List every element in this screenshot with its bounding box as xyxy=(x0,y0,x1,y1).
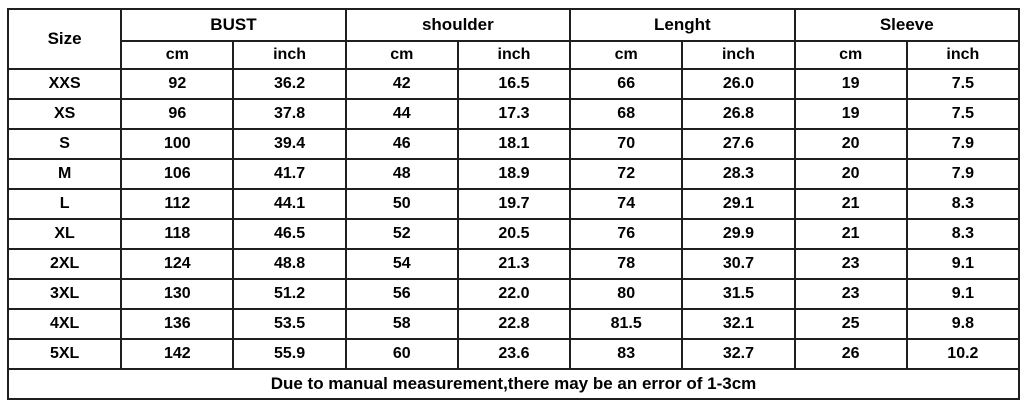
measurement-value-cell: 20 xyxy=(795,159,907,189)
measurement-value-cell: 9.1 xyxy=(907,279,1019,309)
measurement-value-cell: 42 xyxy=(346,69,458,99)
measurement-value-cell: 7.9 xyxy=(907,129,1019,159)
measurement-value-cell: 23 xyxy=(795,249,907,279)
table-row xyxy=(8,309,1019,339)
size-label-cell: 3XL xyxy=(8,279,121,309)
measurement-value-cell: 52 xyxy=(346,219,458,249)
size-label-cell: XXS xyxy=(8,69,121,99)
measurement-value-cell: 21.3 xyxy=(458,249,570,279)
measurement-value-cell: 55.9 xyxy=(233,339,345,369)
measurement-value-cell: 39.4 xyxy=(233,129,345,159)
measurement-value-cell: 36.2 xyxy=(233,69,345,99)
measurement-value-cell: 10.2 xyxy=(907,339,1019,369)
sleeve-inch-header: inch xyxy=(907,41,1019,69)
measurement-value-cell: 16.5 xyxy=(458,69,570,99)
bust-group-header: BUST xyxy=(121,9,345,41)
table-row xyxy=(8,159,1019,189)
measurement-value-cell: 17.3 xyxy=(458,99,570,129)
table-row xyxy=(8,219,1019,249)
shoulder-group-header: shoulder xyxy=(346,9,570,41)
size-label-cell: 5XL xyxy=(8,339,121,369)
measurement-value-cell: 21 xyxy=(795,189,907,219)
size-label-cell: XS xyxy=(8,99,121,129)
measurement-value-cell: 8.3 xyxy=(907,219,1019,249)
size-table-body xyxy=(8,69,1019,369)
measurement-value-cell: 18.9 xyxy=(458,159,570,189)
measurement-value-cell: 74 xyxy=(570,189,682,219)
measurement-value-cell: 9.8 xyxy=(907,309,1019,339)
measurement-value-cell: 81.5 xyxy=(570,309,682,339)
measurement-value-cell: 100 xyxy=(121,129,233,159)
shoulder-cm-header: cm xyxy=(346,41,458,69)
measurement-value-cell: 51.2 xyxy=(233,279,345,309)
measurement-value-cell: 76 xyxy=(570,219,682,249)
measurement-value-cell: 9.1 xyxy=(907,249,1019,279)
measurement-value-cell: 23 xyxy=(795,279,907,309)
measurement-value-cell: 27.6 xyxy=(682,129,794,159)
table-row xyxy=(8,339,1019,369)
measurement-value-cell: 58 xyxy=(346,309,458,339)
measurement-value-cell: 19 xyxy=(795,99,907,129)
measurement-value-cell: 106 xyxy=(121,159,233,189)
measurement-value-cell: 8.3 xyxy=(907,189,1019,219)
measurement-value-cell: 50 xyxy=(346,189,458,219)
measurement-value-cell: 7.5 xyxy=(907,69,1019,99)
sleeve-cm-header: cm xyxy=(795,41,907,69)
measurement-value-cell: 44 xyxy=(346,99,458,129)
measurement-value-cell: 20.5 xyxy=(458,219,570,249)
measurement-note: Due to manual measurement,there may be an error of 1-3cm xyxy=(8,369,1019,399)
measurement-value-cell: 78 xyxy=(570,249,682,279)
measurement-value-cell: 31.5 xyxy=(682,279,794,309)
length-inch-header: inch xyxy=(682,41,794,69)
measurement-value-cell: 44.1 xyxy=(233,189,345,219)
size-label-cell: S xyxy=(8,129,121,159)
measurement-value-cell: 30.7 xyxy=(682,249,794,279)
measurement-value-cell: 25 xyxy=(795,309,907,339)
table-header xyxy=(8,9,1019,69)
size-label-cell: 2XL xyxy=(8,249,121,279)
size-label-cell: 4XL xyxy=(8,309,121,339)
measurement-value-cell: 29.1 xyxy=(682,189,794,219)
table-row xyxy=(8,69,1019,99)
measurement-value-cell: 83 xyxy=(570,339,682,369)
measurement-value-cell: 26.8 xyxy=(682,99,794,129)
shoulder-inch-header: inch xyxy=(458,41,570,69)
table-row xyxy=(8,99,1019,129)
size-label-cell: XL xyxy=(8,219,121,249)
measurement-value-cell: 37.8 xyxy=(233,99,345,129)
measurement-value-cell: 32.1 xyxy=(682,309,794,339)
size-column-header: Size xyxy=(8,9,121,69)
measurement-value-cell: 7.9 xyxy=(907,159,1019,189)
measurement-value-cell: 54 xyxy=(346,249,458,279)
measurement-value-cell: 112 xyxy=(121,189,233,219)
measurement-value-cell: 21 xyxy=(795,219,907,249)
measurement-value-cell: 46 xyxy=(346,129,458,159)
measurement-value-cell: 92 xyxy=(121,69,233,99)
measurement-value-cell: 142 xyxy=(121,339,233,369)
measurement-value-cell: 19.7 xyxy=(458,189,570,219)
size-chart-table xyxy=(7,8,1020,400)
measurement-value-cell: 70 xyxy=(570,129,682,159)
measurement-value-cell: 124 xyxy=(121,249,233,279)
size-label-cell: M xyxy=(8,159,121,189)
measurement-value-cell: 7.5 xyxy=(907,99,1019,129)
measurement-value-cell: 20 xyxy=(795,129,907,159)
size-label-cell: L xyxy=(8,189,121,219)
sleeve-group-header: Sleeve xyxy=(795,9,1019,41)
measurement-value-cell: 28.3 xyxy=(682,159,794,189)
bust-cm-header: cm xyxy=(121,41,233,69)
table-row xyxy=(8,189,1019,219)
table-footer xyxy=(8,369,1019,399)
measurement-value-cell: 130 xyxy=(121,279,233,309)
length-cm-header: cm xyxy=(570,41,682,69)
table-row xyxy=(8,129,1019,159)
length-group-header: Lenght xyxy=(570,9,794,41)
measurement-value-cell: 136 xyxy=(121,309,233,339)
measurement-value-cell: 22.0 xyxy=(458,279,570,309)
measurement-value-cell: 19 xyxy=(795,69,907,99)
measurement-value-cell: 26 xyxy=(795,339,907,369)
measurement-value-cell: 23.6 xyxy=(458,339,570,369)
measurement-value-cell: 68 xyxy=(570,99,682,129)
measurement-value-cell: 48 xyxy=(346,159,458,189)
measurement-value-cell: 66 xyxy=(570,69,682,99)
table-row xyxy=(8,279,1019,309)
measurement-value-cell: 56 xyxy=(346,279,458,309)
measurement-value-cell: 29.9 xyxy=(682,219,794,249)
measurement-value-cell: 96 xyxy=(121,99,233,129)
measurement-value-cell: 26.0 xyxy=(682,69,794,99)
measurement-value-cell: 80 xyxy=(570,279,682,309)
measurement-value-cell: 41.7 xyxy=(233,159,345,189)
measurement-value-cell: 32.7 xyxy=(682,339,794,369)
measurement-value-cell: 118 xyxy=(121,219,233,249)
measurement-value-cell: 60 xyxy=(346,339,458,369)
bust-inch-header: inch xyxy=(233,41,345,69)
measurement-value-cell: 22.8 xyxy=(458,309,570,339)
measurement-value-cell: 48.8 xyxy=(233,249,345,279)
table-row xyxy=(8,249,1019,279)
measurement-value-cell: 18.1 xyxy=(458,129,570,159)
measurement-value-cell: 46.5 xyxy=(233,219,345,249)
measurement-value-cell: 53.5 xyxy=(233,309,345,339)
measurement-value-cell: 72 xyxy=(570,159,682,189)
